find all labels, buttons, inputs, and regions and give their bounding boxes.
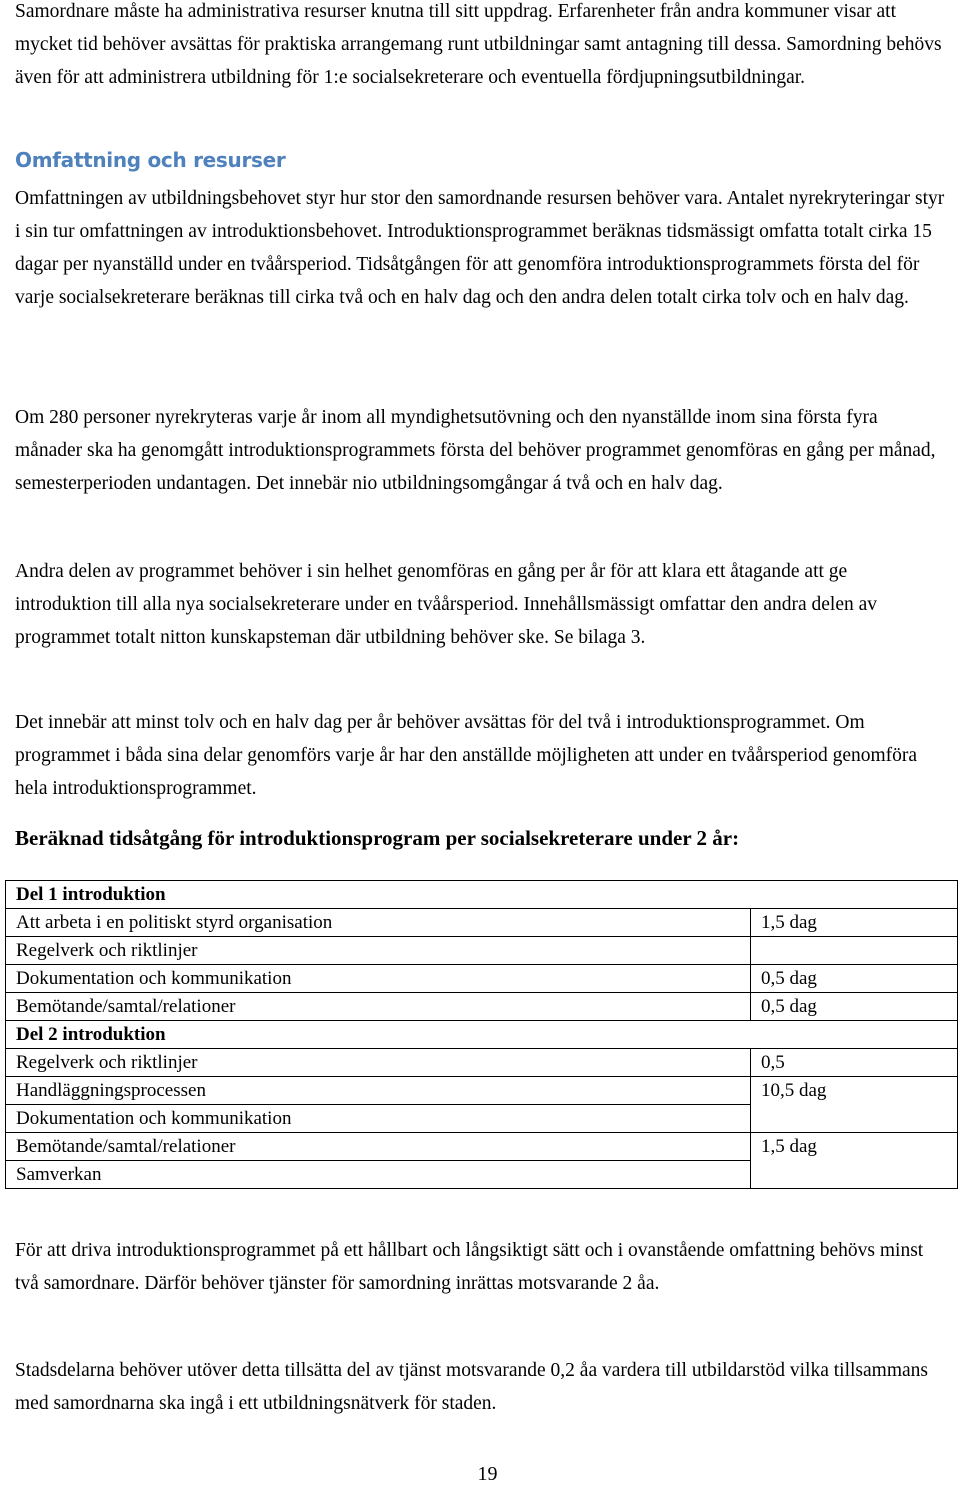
- paragraph-days-per-year: Det innebär att minst tolv och en halv dag per år behöver avsättas för del två i introduktionsprogrammet. Om programmet i båda sina delar genomförs varje år har den anställde möjligheten att under en tvåårsperiod genomföra hela introduktionsprogrammet.: [15, 712, 918, 799]
- row-value: [751, 937, 958, 965]
- row-value: 1,5 dag: [751, 1133, 958, 1161]
- intro-paragraph: Samordnare måste ha administrativa resurser knutna till sitt uppdrag. Erfarenheter från andra kommuner visar att mycket tid behöver avsättas för praktiska arrangemang runt utbildningar samt antagning till dessa. Samordning behövs även för att administrera utbildning för 1:e socialsekreterare och eventuella fördjupningsutbildningar.: [15, 1, 942, 88]
- table-header-row: [6, 881, 958, 909]
- row-label: Dokumentation och kommunikation: [6, 965, 751, 993]
- time-estimate-table: [5, 880, 958, 1189]
- section-heading: Omfattning och resurser: [15, 148, 286, 172]
- table-row: [6, 1077, 958, 1105]
- part2-header: Del 2 introduktion: [6, 1021, 751, 1049]
- part1-header: Del 1 introduktion: [6, 881, 751, 909]
- page-number: 19: [477, 1463, 498, 1485]
- row-label: Bemötande/samtal/relationer: [6, 1133, 751, 1161]
- row-label: Bemötande/samtal/relationer: [6, 993, 751, 1021]
- row-value: 0,5 dag: [751, 965, 958, 993]
- row-value: [751, 1105, 958, 1133]
- table-row: [6, 993, 958, 1021]
- table-title: Beräknad tidsåtgång för introduktionsprogram per socialsekreterare under 2 år:: [15, 826, 740, 850]
- table-row: [6, 1133, 958, 1161]
- row-value: 0,5 dag: [751, 993, 958, 1021]
- row-value: 0,5: [751, 1049, 958, 1077]
- table-row: [6, 909, 958, 937]
- table-row: [6, 1105, 958, 1133]
- row-value: 1,5 dag: [751, 909, 958, 937]
- paragraph-districts: Stadsdelarna behöver utöver detta tillsätta del av tjänst motsvarande 0,2 åa vardera till utbildarstöd vilka tillsammans med samordnarna ska ingå i ett utbildningsnätverk för staden.: [15, 1360, 928, 1414]
- table-row: [6, 937, 958, 965]
- paragraph-recruitment: Om 280 personer nyrekryteras varje år inom all myndighetsutövning och den nyanställde inom sina första fyra månader ska ha genomgått introduktionsprogrammets första del behöver programmet genomföras en gång per månad, semesterperioden undantagen. Det innebär nio utbildningsomgångar á två och en halv dag.: [15, 407, 936, 494]
- table-row: [6, 965, 958, 993]
- row-label: Att arbeta i en politiskt styrd organisation: [6, 909, 751, 937]
- paragraph-scope: Omfattningen av utbildningsbehovet styr hur stor den samordnande resursen behöver vara. Antalet nyrekryteringar styr i sin tur omfattningen av introduktionsbehovet. Introduktionsprogrammet beräknas tidsmässigt omfatta totalt cirka 15 dagar per nyanställd under en tvåårsperiod. Tidsåtgången för att genomföra introduktionsprogrammets första del för varje socialsekreterare beräknas till cirka två och en halv dag och den andra delen totalt cirka tolv och en halv dag.: [15, 188, 945, 308]
- row-label: Samverkan: [6, 1161, 751, 1189]
- paragraph-part-two: Andra delen av programmet behöver i sin helhet genomföras en gång per år för att klara ett åtagande att ge introduktion till alla nya socialsekreterare under en tvåårsperiod. Innehållsmässigt omfattar den andra delen av programmet totalt nitton kunskapsteman där utbildning behöver ske. Se bilaga 3.: [15, 561, 878, 648]
- table-row: [6, 1049, 958, 1077]
- row-label: Handläggningsprocessen: [6, 1077, 751, 1105]
- table-header-row: [6, 1021, 958, 1049]
- row-label: Dokumentation och kommunikation: [6, 1105, 751, 1133]
- paragraph-coordinators: För att driva introduktionsprogrammet på ett hållbart och långsiktigt sätt och i ovanstående omfattning behövs minst två samordnare. Därför behöver tjänster för samordning inrättas motsvarande 2 åa.: [15, 1240, 924, 1294]
- row-label: Regelverk och riktlinjer: [6, 937, 751, 965]
- row-value: 10,5 dag: [751, 1077, 958, 1105]
- table-row: [6, 1161, 958, 1189]
- row-label: Regelverk och riktlinjer: [6, 1049, 751, 1077]
- row-value: [751, 1161, 958, 1189]
